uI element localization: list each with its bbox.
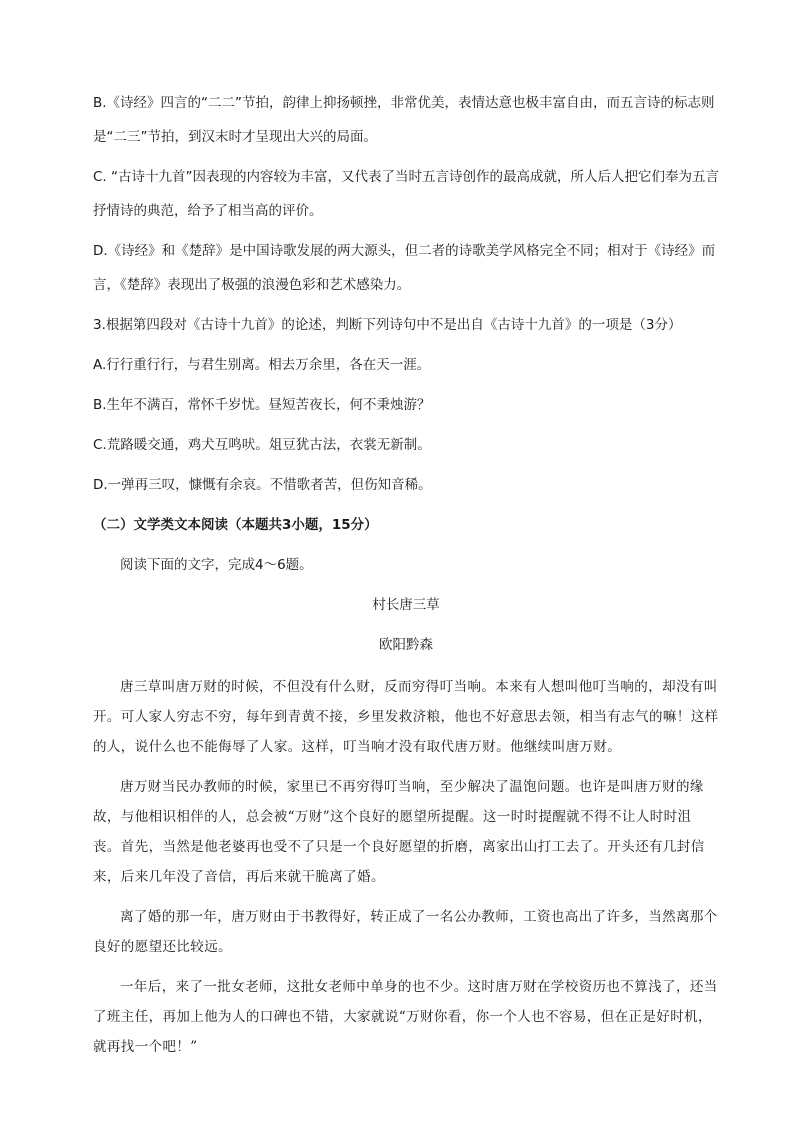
story-author: 欧阳黔森: [379, 637, 433, 653]
option-2c: C. “古诗十九首”因表现的内容较为丰富，又代表了当时五言诗创作的最高成就，所人后人把它们奉为五言抒情诗的典范，给予了相当高的评价。: [93, 169, 719, 219]
option-3a: A.行行重行行，与君生别离。相去万余里，各在天一涯。: [93, 357, 431, 373]
section-title: （二）文学类文本阅读（本题共3小题，15分）: [93, 517, 378, 533]
document-page: [93, 86, 719, 1062]
story-paragraph: 离了婚的那一年，唐万财由于书教得好，转正成了一名公办教师，工资也高出了许多，当然离那个良好的愿望还比较远。: [93, 909, 718, 955]
section-instruction: 阅读下面的文字，完成4～6题。: [120, 557, 313, 573]
option-3c: C.荒路暖交通，鸡犬互鸣吠。俎豆犹古法，衣裳无新制。: [93, 437, 431, 453]
option-2b: B.《诗经》四言的“二二”节拍，韵律上抑扬顿挫，非常优美，表情达意也极丰富自由，而五言诗的标志则是“二三”节拍，到汉末时才呈现出大兴的局面。: [93, 95, 715, 145]
option-2d: D.《诗经》和《楚辞》是中国诗歌发展的两大源头，但二者的诗歌美学风格完全不同；相对于《诗经》而言，《楚辞》表现出了极强的浪漫色彩和艺术感染力。: [93, 243, 716, 293]
story-paragraph: 唐三草叫唐万财的时候，不但没有什么财，反而穷得叮当响。本来有人想叫他叮当响的，却没有叫开。可人家人穷志不穷，每年到青黄不接，乡里发救济粮，他也不好意思去领，相当有志气的嘛！这样的人，说什么也不能侮辱了人家。这样，叮当响才没有取代唐万财。他继续叫唐万财。: [93, 679, 719, 755]
story-title: 村长唐三草: [372, 597, 440, 613]
question-3-stem: 3.根据第四段对《古诗十九首》的论述，判断下列诗句中不是出自《古诗十九首》的一项是（3分）: [93, 317, 682, 333]
story-paragraph: 唐万财当民办教师的时候，家里已不再穷得叮当响，至少解决了温饱问题。也许是叫唐万财的缘故，与他相识相伴的人，总会被“万财”这个良好的愿望所提醒。这一时时提醒就不得不让人时时沮丧。首先，当然是他老婆再也受不了只是一个良好愿望的折磨，离家出山打工去了。开头还有几封信来，后来几年没了音信，再后来就干脆离了婚。: [93, 779, 705, 885]
option-3d: D.一弹再三叹，慷慨有余哀。不惜歌者苦，但伤知音稀。: [93, 477, 432, 493]
option-3b: B.生年不满百，常怀千岁忧。昼短苦夜长，何不秉烛游？: [93, 397, 431, 413]
story-paragraph: 一年后，来了一批女老师，这批女老师中单身的也不少。这时唐万财在学校资历也不算浅了，还当了班主任，再加上他为人的口碑也不错，大家就说“万财你看，你一个人也不容易，但在正是好时机，就再找一个吧！”: [93, 979, 718, 1055]
